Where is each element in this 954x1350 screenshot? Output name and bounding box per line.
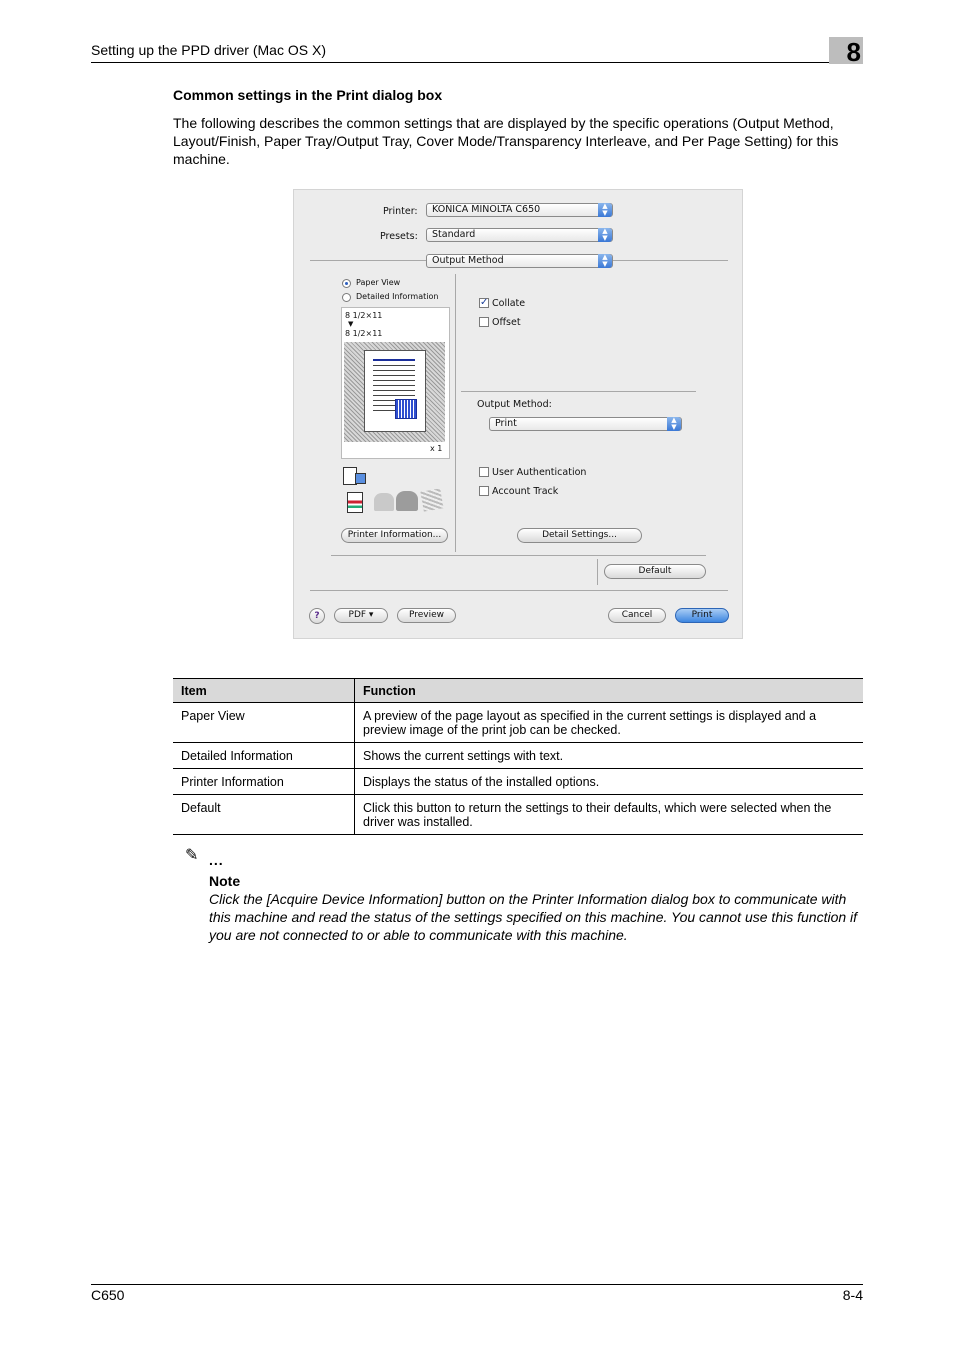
print-dialog bbox=[293, 189, 743, 639]
detail-settings-button[interactable]: Detail Settings... bbox=[517, 528, 642, 543]
paper-view-radio[interactable] bbox=[342, 279, 351, 288]
preview-button[interactable]: Preview bbox=[397, 608, 456, 623]
pdf-button[interactable]: PDF ▾ bbox=[334, 608, 388, 623]
note-dots: ... bbox=[209, 852, 224, 868]
divider bbox=[597, 559, 598, 585]
page-number: 8-4 bbox=[842, 1287, 863, 1303]
printer-information-button[interactable]: Printer Information... bbox=[341, 528, 448, 543]
pencil-icon: ✎ bbox=[185, 847, 199, 864]
preview-area bbox=[344, 342, 445, 442]
preview-page-icon bbox=[364, 350, 426, 432]
presets-popup-value: Standard bbox=[432, 229, 476, 240]
column-header-item: Item bbox=[173, 679, 355, 703]
panel-popup[interactable] bbox=[426, 254, 613, 268]
document-icon bbox=[347, 492, 363, 513]
print-button[interactable]: Print bbox=[675, 608, 729, 623]
account-track-label: Account Track bbox=[492, 486, 559, 497]
divider bbox=[310, 590, 728, 591]
divider bbox=[461, 391, 696, 392]
offset-label: Offset bbox=[492, 317, 521, 328]
pane-divider bbox=[455, 274, 456, 552]
cancel-button[interactable]: Cancel bbox=[608, 608, 666, 623]
running-header: Setting up the PPD driver (Mac OS X) bbox=[91, 42, 326, 58]
item-cell: Detailed Information bbox=[173, 743, 355, 769]
table-row bbox=[173, 769, 863, 795]
function-table bbox=[173, 678, 863, 835]
popup-arrows-icon: ▲ ▼ bbox=[667, 417, 681, 431]
intro-paragraph: The following describes the common settings that are displayed by the specific operations (Output Method, Layout/Finish, Paper Tray/Output Tray, Cover Mode/Transparency Interleave, and Per Page Setting) for this machine. bbox=[173, 115, 839, 167]
chapter-number: 8 bbox=[829, 37, 863, 64]
offset-checkbox[interactable] bbox=[479, 317, 489, 327]
collate-checkbox[interactable]: ✓ bbox=[480, 297, 489, 308]
popup-arrows-icon: ▲ ▼ bbox=[598, 203, 612, 217]
panel-popup-value: Output Method bbox=[432, 255, 504, 266]
function-cell: Shows the current settings with text. bbox=[355, 743, 864, 769]
output-method-popup[interactable] bbox=[489, 417, 682, 431]
user-authentication-checkbox[interactable] bbox=[479, 467, 489, 477]
note-title: Note bbox=[209, 873, 241, 889]
default-button[interactable]: Default bbox=[604, 564, 706, 579]
table-row bbox=[173, 703, 863, 743]
user-icon bbox=[374, 493, 394, 511]
table-header-row bbox=[173, 679, 863, 703]
output-method-label: Output Method: bbox=[477, 399, 552, 410]
footer-model: C650 bbox=[91, 1287, 125, 1303]
table-row bbox=[173, 743, 863, 769]
output-method-icon bbox=[343, 467, 367, 485]
printer-popup-value: KONICA MINOLTA C650 bbox=[432, 204, 541, 215]
paper-view-label: Paper View bbox=[356, 278, 401, 287]
popup-arrows-icon: ▲ ▼ bbox=[598, 254, 612, 268]
header-rule bbox=[91, 62, 863, 63]
divider bbox=[331, 555, 706, 556]
collate-label: Collate bbox=[492, 298, 526, 309]
divider bbox=[310, 260, 426, 261]
paper-stack-icon bbox=[420, 488, 443, 511]
paper-size-original: 8 1/2×11 bbox=[345, 311, 383, 320]
footer-rule bbox=[91, 1284, 863, 1285]
printer-label: Printer: bbox=[383, 206, 418, 217]
item-cell: Printer Information bbox=[173, 769, 355, 795]
printer-popup[interactable] bbox=[426, 203, 613, 217]
detailed-info-label: Detailed Information bbox=[356, 292, 439, 301]
column-header-function: Function bbox=[355, 679, 864, 703]
arrow-down-icon: ▼ bbox=[348, 320, 354, 328]
presets-label: Presets: bbox=[380, 231, 418, 242]
help-button[interactable]: ? bbox=[309, 608, 325, 624]
note-body: Click the [Acquire Device Information] button on the Printer Information dialog box to communicate with this machine and read the status of the settings specified on this machine. You cannot use this function if you are not connected to or able to communicate with this machine. bbox=[209, 891, 858, 943]
table-row bbox=[173, 795, 863, 835]
function-cell: Displays the status of the installed options. bbox=[355, 769, 864, 795]
section-title: Common settings in the Print dialog box bbox=[173, 87, 443, 103]
detailed-info-radio[interactable] bbox=[342, 293, 351, 302]
account-icon bbox=[396, 491, 418, 511]
divider bbox=[613, 260, 728, 261]
user-authentication-label: User Authentication bbox=[492, 467, 587, 478]
function-cell: A preview of the page layout as specified in the current settings is displayed and a preview image of the print job can be checked. bbox=[355, 703, 864, 743]
paper-preview-panel bbox=[341, 307, 450, 459]
output-method-popup-value: Print bbox=[495, 418, 517, 429]
function-cell: Click this button to return the settings to their defaults, which were selected when the driver was installed. bbox=[355, 795, 864, 835]
copies-indicator: x 1 bbox=[430, 444, 443, 453]
popup-arrows-icon: ▲ ▼ bbox=[598, 228, 612, 242]
account-track-checkbox[interactable] bbox=[479, 486, 489, 496]
paper-size-output: 8 1/2×11 bbox=[345, 329, 383, 338]
item-cell: Paper View bbox=[173, 703, 355, 743]
item-cell: Default bbox=[173, 795, 355, 835]
presets-popup[interactable] bbox=[426, 228, 613, 242]
